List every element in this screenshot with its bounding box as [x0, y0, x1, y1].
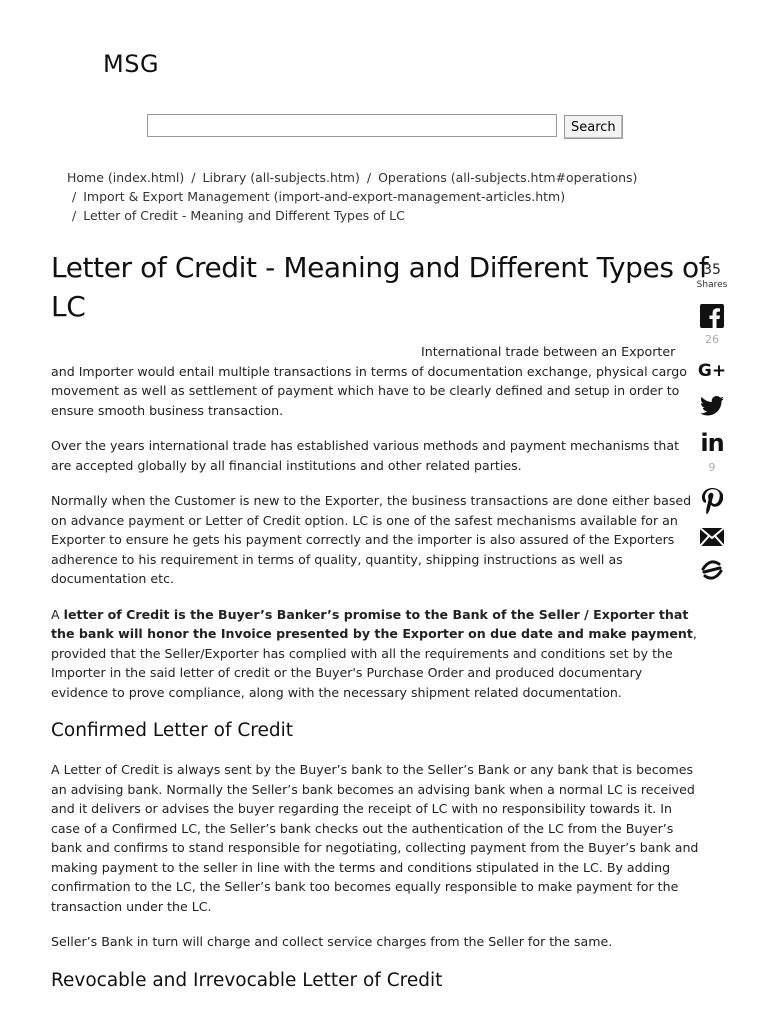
breadcrumb-separator: /: [366, 170, 372, 185]
breadcrumb-current: Letter of Credit - Meaning and Different Types of LC: [83, 208, 405, 223]
facebook-share-count: 26: [705, 333, 719, 346]
twitter-icon: [700, 396, 724, 416]
article-paragraph: A Letter of Credit is always sent by the Buyer’s bank to the Seller’s Bank or any bank that is becomes an advising bank. Normally the Seller’s bank becomes an advising bank when a normal LC is received and it delivers or advises the buyer regarding the receipt of LC with no responsibility towards it. In case of a Confirmed LC, the Seller’s bank checks out the authentication of the LC from the Buyer’s bank and confirms to stand responsible for negotiating, collecting payment from the Buyer’s bank and making payment to the seller in line with the terms and conditions stipulated in the LC. By adding confirmation to the LC, the Seller’s bank too becomes equally responsible to make payment for the transaction under the LC.: [51, 762, 699, 914]
more-share-button[interactable]: [694, 560, 730, 580]
breadcrumb-import-export[interactable]: Import & Export Management (import-and-export-management-articles.htm): [83, 189, 566, 204]
article-paragraph: Normally when the Customer is new to the Exporter, the business transactions are done either based on advance payment or Letter of Credit option. LC is one of the safest mechanisms available for an Exporter to ensure he gets his payment correctly and the importer is also assured of the Exporters adherence to his requirement in terms of quality, quantity, shipping instructions as well as documentation etc.: [51, 493, 692, 586]
twitter-share-button[interactable]: [694, 396, 730, 416]
facebook-icon: [700, 304, 724, 328]
article-paragraph: Seller’s Bank in turn will charge and collect service charges from the Seller for the same.: [51, 934, 613, 949]
more-share-icon: [700, 560, 724, 580]
section-heading-revocable: Revocable and Irrevocable Letter of Credit: [51, 969, 443, 991]
breadcrumb-separator: /: [72, 189, 77, 204]
google-plus-share-button[interactable]: [694, 360, 730, 382]
article-paragraph: Over the years international trade has established various methods and payment mechanisms that are accepted globally by all financial institutions and other related parties.: [51, 438, 680, 473]
linkedin-icon: in: [700, 429, 724, 457]
article-paragraph: [51, 605, 701, 703]
breadcrumb-home[interactable]: Home (index.html): [67, 170, 185, 185]
breadcrumb-separator: /: [191, 170, 196, 185]
pinterest-icon: [701, 488, 723, 514]
pinterest-share-button[interactable]: [694, 488, 730, 514]
article-paragraph: International trade between an Exporter and Importer would entail multiple transactions in terms of documentation exchange, physical cargo movement as well as settlement of payment which have to be clearly defined and setup in order to ensure smooth business transaction.: [51, 344, 687, 418]
linkedin-share-button[interactable]: [694, 430, 730, 474]
google-plus-icon: G+: [697, 361, 727, 381]
site-logo[interactable]: MSG: [103, 50, 160, 78]
page-title: Letter of Credit - Meaning and Different Types of LC: [51, 251, 709, 323]
share-sidebar: [694, 262, 730, 580]
lc-definition-bold: letter of Credit is the Buyer’s Banker’s promise to the Bank of the Seller / Exporter that the bank will honor the Invoice presented by the Exporter on due date and make payment: [51, 606, 693, 641]
email-share-button[interactable]: [694, 528, 730, 546]
search-bar: [147, 114, 616, 137]
breadcrumb-operations[interactable]: Operations (all-subjects.htm#operations): [378, 170, 638, 185]
search-button[interactable]: Search: [564, 115, 623, 139]
breadcrumb-separator: /: [72, 208, 77, 223]
facebook-share-button[interactable]: [694, 304, 730, 346]
breadcrumb-library[interactable]: Library (all-subjects.htm): [202, 170, 360, 185]
share-total-label: Shares: [696, 280, 728, 290]
paragraph-prefix: A: [51, 606, 64, 622]
section-heading-confirmed: Confirmed Letter of Credit: [51, 720, 294, 741]
linkedin-share-count: 9: [708, 461, 716, 474]
search-input[interactable]: [147, 114, 557, 137]
email-icon: [700, 528, 724, 546]
paragraph-rest: , provided that the Seller/Exporter has complied with all the requirements and conditions set by the Importer in the said letter of credit or the Buyer's Purchase Order and produced documentary evidence to prove compliance, along with the necessary shipment related documentation.: [51, 626, 697, 700]
article-body: [51, 342, 701, 1010]
share-total-count: 35: [703, 262, 721, 278]
breadcrumb: [67, 168, 687, 225]
